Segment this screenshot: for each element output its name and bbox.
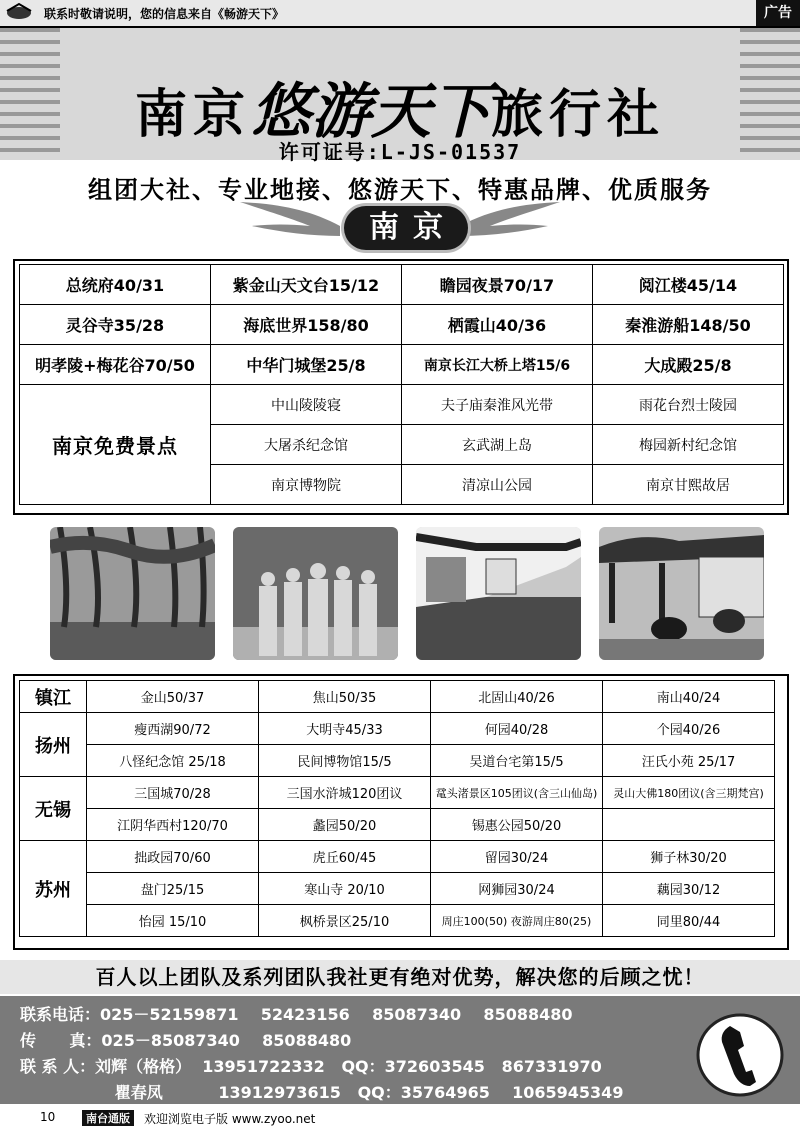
edition-tag: 南台通版 (82, 1110, 134, 1126)
contact-person1: 联 系 人：刘辉（格格） 13951722332 QQ：372603545 867331970 (20, 1057, 602, 1076)
table-cell: 民间博物馆15/5 (259, 745, 431, 777)
table-cell: 总统府40/31 (20, 265, 211, 305)
title-part1: 南京 (134, 84, 251, 145)
table-cell: 南山40/24 (603, 681, 775, 713)
table-row (20, 745, 775, 777)
title-brand: 悠游天下 (251, 77, 491, 147)
table-cell: 清凉山公园 (402, 465, 593, 505)
photo-statues (233, 527, 398, 660)
region-zhenjiang: 镇江 (20, 681, 87, 713)
table-cell: 个园40/26 (603, 713, 775, 745)
table-cell: 夫子庙秦淮风光带 (402, 385, 593, 425)
table-cell: 盘门25/15 (87, 873, 259, 905)
table-cell: 八怪纪念馆 25/18 (87, 745, 259, 777)
table-cell: 留园30/24 (431, 841, 603, 873)
table-row (20, 873, 775, 905)
photo-water-town (416, 527, 581, 660)
table-row (20, 905, 775, 937)
table-cell: 瞻园夜景70/17 (402, 265, 593, 305)
table-cell: 周庄100(50) 夜游周庄80(25) (431, 905, 603, 937)
table-cell: 虎丘60/45 (259, 841, 431, 873)
table-cell: 明孝陵+梅花谷70/50 (20, 345, 211, 385)
regions-table (19, 680, 775, 937)
table-cell: 狮子林30/20 (603, 841, 775, 873)
top-bar (0, 0, 800, 28)
table-row (20, 713, 775, 745)
table-row (20, 265, 784, 305)
table-row (20, 681, 775, 713)
table-cell: 秦淮游船148/50 (593, 305, 784, 345)
table-cell: 焦山50/35 (259, 681, 431, 713)
table-cell: 寒山寺 20/10 (259, 873, 431, 905)
table-cell: 大屠杀纪念馆 (211, 425, 402, 465)
table-cell: 南京长江大桥上塔15/6 (402, 345, 593, 385)
table-row (20, 345, 784, 385)
contact-fax: 传 真：025－85087340 85088480 (20, 1031, 352, 1050)
group-advantage-banner: 百人以上团队及系列团队我社更有绝对优势，解决您的后顾之忧！ (0, 960, 800, 994)
table-cell: 鼋头渚景区105团议(含三山仙岛) (431, 777, 603, 809)
table-cell: 雨花台烈士陵园 (593, 385, 784, 425)
table-cell: 灵山大佛180团议(含三期梵宫) (603, 777, 775, 809)
region-yangzhou: 扬州 (20, 713, 87, 777)
region-suzhou: 苏州 (20, 841, 87, 937)
table-cell: 南京甘熙故居 (593, 465, 784, 505)
table-row (20, 305, 784, 345)
title-part2: 旅行社 (491, 84, 666, 145)
table-cell: 南京博物院 (211, 465, 402, 505)
table-cell: 玄武湖上岛 (402, 425, 593, 465)
photo-willow-lake (50, 527, 215, 660)
table-cell: 拙政园70/60 (87, 841, 259, 873)
ad-label: 广告 (756, 0, 800, 26)
table-cell: 北固山40/26 (431, 681, 603, 713)
nanjing-table (19, 264, 784, 505)
table-cell: 梅园新村纪念馆 (593, 425, 784, 465)
table-cell: 汪氏小苑 25/17 (603, 745, 775, 777)
phone-icon (694, 1012, 786, 1098)
table-cell: 锡惠公园50/20 (431, 809, 603, 841)
table-cell: 大成殿25/8 (593, 345, 784, 385)
table-row (20, 385, 784, 425)
table-cell: 江阴华西村120/70 (87, 809, 259, 841)
contact-tel: 联系电话：025－52159871 52423156 85087340 85088480 (20, 1005, 573, 1024)
table-cell: 灵谷寺35/28 (20, 305, 211, 345)
photo-pavilion (599, 527, 764, 660)
table-cell: 中华门城堡25/8 (211, 345, 402, 385)
table-cell: 瘦西湖90/72 (87, 713, 259, 745)
footer-website[interactable]: 欢迎浏览电子版 www.zyoo.net (144, 1112, 316, 1126)
table-cell: 何园40/28 (431, 713, 603, 745)
contact-panel (0, 996, 800, 1104)
table-cell: 三国城70/28 (87, 777, 259, 809)
table-cell: 海底世界158/80 (211, 305, 402, 345)
table-cell: 蠡园50/20 (259, 809, 431, 841)
table-cell: 紫金山天文台15/12 (211, 265, 402, 305)
table-cell: 大明寺45/33 (259, 713, 431, 745)
table-cell: 栖霞山40/36 (402, 305, 593, 345)
license-number: 许可证号:L-JS-01537 (278, 140, 522, 164)
source-notice: 联系时敬请说明，您的信息来自《畅游天下》 (44, 7, 285, 21)
table-cell: 网狮园30/24 (431, 873, 603, 905)
table-cell: 阅江楼45/14 (593, 265, 784, 305)
travel-logo-icon (4, 2, 34, 22)
contact-person2: 瞿春凤 13912973615 QQ：35764965 1065945349 (20, 1083, 624, 1102)
table-cell: 三国水浒城120团议 (259, 777, 431, 809)
slogan: 组团大社、专业地接、悠游天下、特惠品牌、优质服务 (88, 176, 712, 204)
footer (0, 1106, 800, 1127)
city-badge: 南京 (344, 206, 468, 250)
table-cell: 金山50/37 (87, 681, 259, 713)
table-row (20, 841, 775, 873)
table-cell: 中山陵陵寝 (211, 385, 402, 425)
table-cell: 枫桥景区25/10 (259, 905, 431, 937)
table-cell: 怡园 15/10 (87, 905, 259, 937)
table-cell: 同里80/44 (603, 905, 775, 937)
table-row (20, 777, 775, 809)
page-number: 10 (40, 1110, 56, 1124)
table-row (20, 809, 775, 841)
region-wuxi: 无锡 (20, 777, 87, 841)
table-cell: 吴道台宅第15/5 (431, 745, 603, 777)
table-cell (603, 809, 775, 841)
free-spots-label: 南京免费景点 (20, 385, 211, 505)
table-cell: 藕园30/12 (603, 873, 775, 905)
